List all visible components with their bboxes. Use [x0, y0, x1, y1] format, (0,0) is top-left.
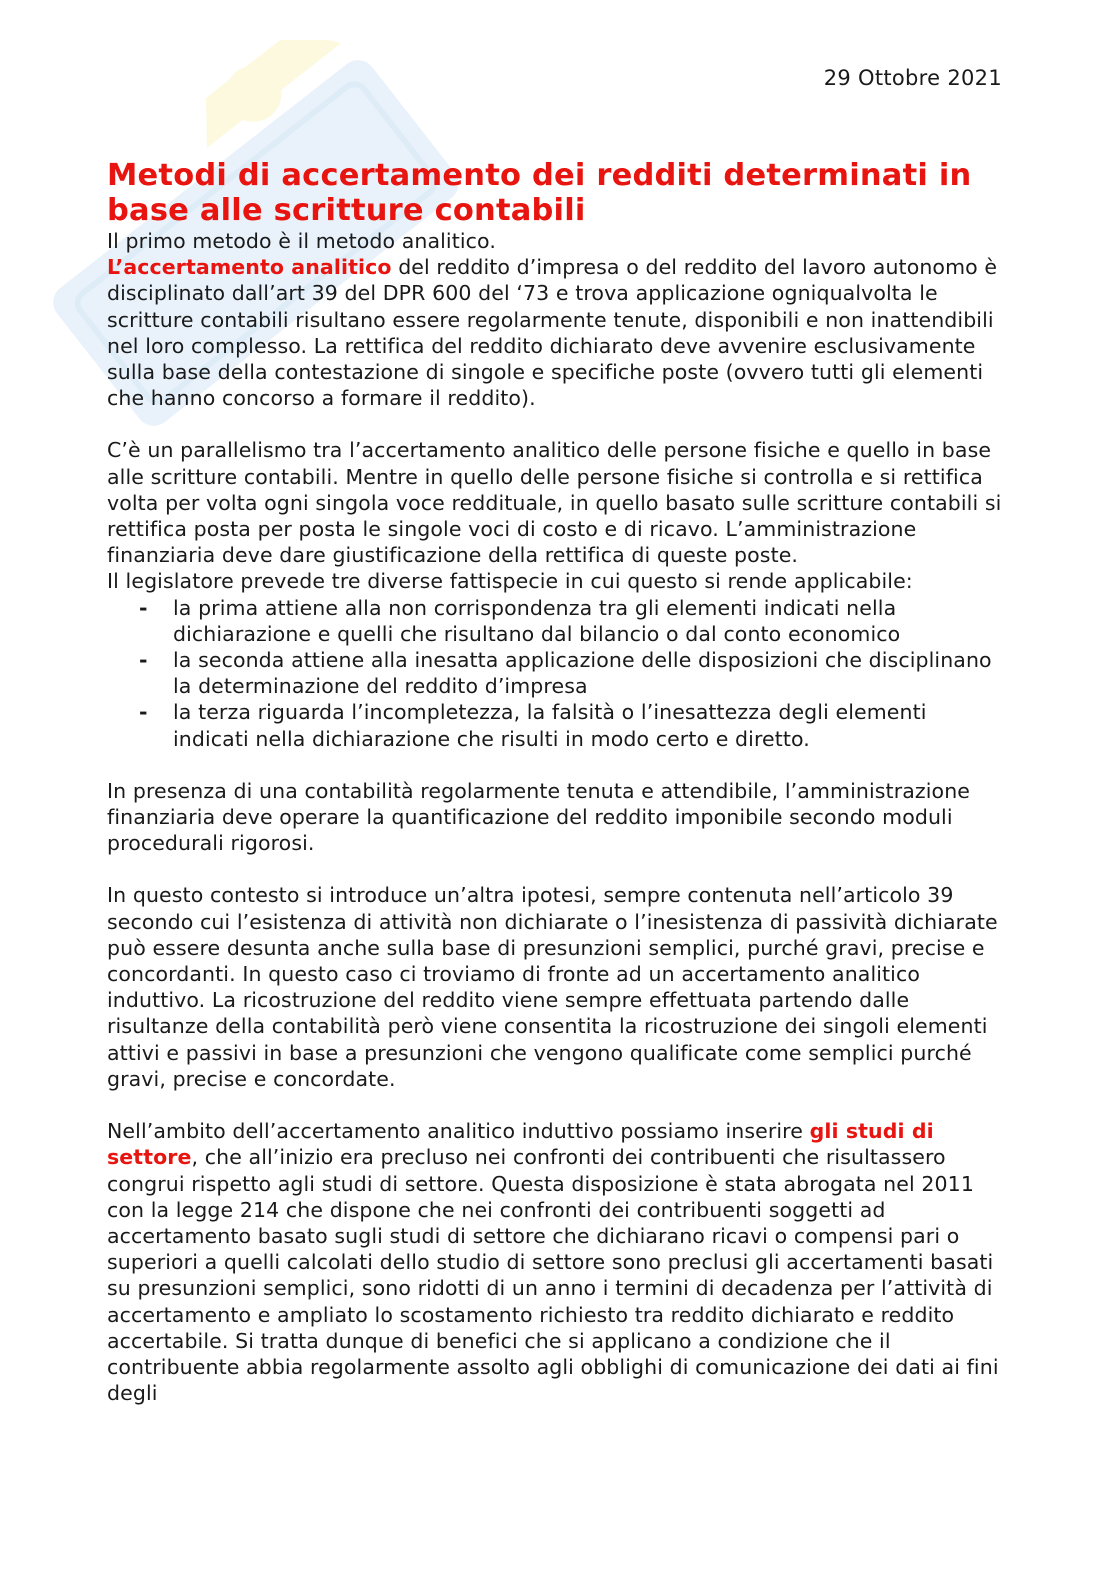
list-marker: -	[139, 595, 148, 620]
paragraph-fattispecie-intro: Il legislatore prevede tre diverse fattispecie in cui questo si rende applicabile:	[107, 569, 913, 594]
paragraph-accertamento-analitico	[107, 254, 1007, 411]
paragraph-contabilita-regolare: In presenza di una contabilità regolarmente tenuta e attendibile, l’amministrazione finanziaria deve operare la quantificazione del reddito imponibile secondo moduli procedurali rigorosi.	[107, 778, 970, 856]
paragraph-analitico-induttivo: In questo contesto si introduce un’altra ipotesi, sempre contenuta nell’articolo 39 secondo cui l’esistenza di attività non dichiarate o l’inesistenza di passività dichiarate può essere desunta anche sulla base di presunzioni semplici, purché gravi, precise e concordanti. In questo caso ci troviamo di fronte ad un accertamento analitico induttivo. La ricostruzione del reddito viene sempre effettuata partendo dalle risultanze della contabilità però viene consentita la ricostruzione dei singoli elementi attivi e passivi in base a presunzioni che vengono qualificate come semplici purché gravi, precise e concordate.	[107, 883, 998, 1091]
highlight-accertamento-analitico: L’accertamento analitico	[107, 255, 392, 280]
intro-paragraph: Il primo metodo è il metodo analitico.	[107, 229, 496, 253]
paragraph-studi-di-settore: Nell’ambito dell’accertamento analitico induttivo possiamo inserire gli studi di settore, che all’inizio era precluso nei confronti dei contribuenti che risultassero congrui rispetto agli studi di settore. Questa disposizione è stata abrogata nel 2011 con la legge 214 che dispone che nei confronti dei contribuenti soggetti ad accertamento basato sugli studi di settore che dichiarano ricavi o compensi pari o superiori a quelli calcolati dello studio di settore sono preclusi gli accertamenti basati su presunzioni semplici, sono ridotti di un anno i termini di decadenza per l’attività di accertamento e ampliato lo scostamento richiesto tra reddito dichiarato e reddito accertabile. Si tratta dunque di benefici che si applicano a condizione che il contribuente abbia regolarmente assolto agli obblighi di comunicazione dei dati ai fini degli	[107, 1119, 999, 1406]
highlight-studi-di-settore: gli studi di settore	[107, 1119, 934, 1170]
document-date: 29 Ottobre 2021	[823, 66, 1002, 90]
document-body	[107, 158, 1007, 1406]
list-item: - la terza riguarda l’incompletezza, la falsità o l’inesattezza degli elementi indicati nella dichiarazione che risulti in modo certo e diretto.	[139, 700, 927, 751]
list-item: - la prima attiene alla non corrispondenza tra gli elementi indicati nella dichiarazione e quelli che risultano dal bilancio o dal conto economico	[139, 595, 901, 646]
list-marker: -	[139, 648, 148, 673]
list-item: - la seconda attiene alla inesatta applicazione delle disposizioni che disciplinano la determinazione del reddito d’impresa	[139, 648, 992, 699]
fattispecie-list	[107, 595, 1007, 752]
paragraph-parallelismo: C’è un parallelismo tra l’accertamento analitico delle persone fisiche e quello in base alle scritture contabili. Mentre in quello delle persone fisiche si controlla e si rettifica volta per volta ogni singola voce reddituale, in quello basato sulle scritture contabili si rettifica posta per posta le singole voci di costo e di ricavo. L’amministrazione finanziaria deve dare giustificazione della rettifica di queste poste.	[107, 438, 1002, 568]
paragraph-text: del reddito d’impresa o del reddito del lavoro autonomo è disciplinato dall’art 39 del DPR 600 del ‘73 e trova applicazione ogniqualvolta le scritture contabili risultano essere regolarmente tenute, disponibili e non inattendibili nel loro complesso. La rettifica del reddito dichiarato deve avvenire esclusivamente sulla base della contestazione di singole e specifiche poste (ovvero tutti gli elementi che hanno concorso a formare il reddito).	[107, 255, 998, 411]
list-marker: -	[139, 700, 148, 725]
document-title: Metodi di accertamento dei redditi determinati in base alle scritture contabili	[107, 158, 972, 228]
